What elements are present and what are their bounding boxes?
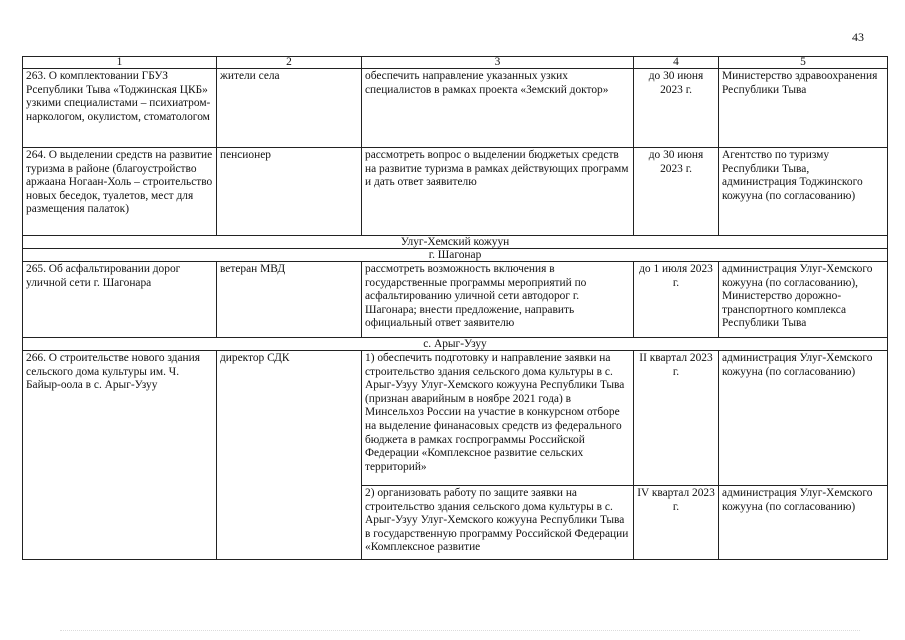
column-header-4: 4: [634, 57, 719, 69]
scan-artifact-line: [60, 630, 860, 635]
responsible-cell: администрация Улуг-Хемского кожууна (по согласованию): [719, 351, 888, 486]
issue-cell: 265. Об асфальтировании дорог уличной сети г. Шагонара: [23, 262, 217, 338]
measure-cell: 1) обеспечить подготовку и направление заявки на строительство здания сельского дома культуры в с. Арыг-Узуу Улуг-Хемского кожууна Республики Тыва (признан аварийным в ноябре 2021 года) в Минсельхоз России на участие в конкурсном отборе на выделение финанасовых средств из федерального бюджета в рамках госпрограммы Российской Федерации «Комплексное развитие сельских территорий»: [362, 351, 634, 486]
measures-table: [22, 56, 888, 560]
applicant-cell: ветеран МВД: [217, 262, 362, 338]
section-row: [23, 338, 888, 351]
responsible-cell: Агентство по туризму Республики Тыва, администрация Тоджинского кожууна (по согласованию): [719, 148, 888, 236]
section-row: [23, 236, 888, 249]
applicant-cell: пенсионер: [217, 148, 362, 236]
applicant-cell: жители села: [217, 69, 362, 148]
table-header-row: [23, 57, 888, 69]
term-cell: IV квартал 2023 г.: [634, 486, 719, 560]
measure-cell: 2) организовать работу по защите заявки на строительство здания сельского дома культуры в с. Арыг-Узуу Улуг-Хемского кожууна Республики Тыва в государственную программу Российской Федерации «Комплексное развитие: [362, 486, 634, 560]
section-heading-kozhuun: Улуг-Хемский кожуун: [23, 236, 888, 249]
table-row: [23, 262, 888, 338]
measure-cell: рассмотреть возможность включения в государственные программы мероприятий по асфальтированию уличной сети автодорог г. Шагонара; внести предложение, направить официальный ответ заявителю: [362, 262, 634, 338]
issue-cell: 264. О выделении средств на развитие туризма в районе (благоустройство аржаана Ногаан-Холь – строительство новых беседок, туалетов, мест для размещения палаток): [23, 148, 217, 236]
responsible-cell: администрация Улуг-Хемского кожууна (по согласованию), Министерство дорожно-транспортного комплекса Республики Тыва: [719, 262, 888, 338]
column-header-3: 3: [362, 57, 634, 69]
measure-cell: рассмотреть вопрос о выделении бюджетых средств на развитие туризма в рамках действующих программ и дать ответ заявителю: [362, 148, 634, 236]
table-row: [23, 351, 888, 486]
table-row: [23, 69, 888, 148]
issue-cell: 263. О комплектовании ГБУЗ Рсепублики Тыва «Тоджинская ЦКБ» узкими специалистами – психиатром-наркологом, окулистом, стоматологом: [23, 69, 217, 148]
issue-cell: 266. О строительстве нового здания сельского дома культуры им. Ч. Байыр-оола в с. Арыг-Узуу: [23, 351, 217, 560]
responsible-cell: администрация Улуг-Хемского кожууна (по согласованию): [719, 486, 888, 560]
measure-cell: обеспечить направление указанных узких специалистов в рамках проекта «Земский доктор»: [362, 69, 634, 148]
page-number: 43: [852, 30, 864, 44]
term-cell: до 30 июня 2023 г.: [634, 148, 719, 236]
term-cell: до 30 июня 2023 г.: [634, 69, 719, 148]
table-row: [23, 148, 888, 236]
section-heading-shagonar: г. Шагонар: [23, 249, 888, 262]
responsible-cell: Министерство здравоохранения Республики Тыва: [719, 69, 888, 148]
column-header-5: 5: [719, 57, 888, 69]
term-cell: до 1 июля 2023 г.: [634, 262, 719, 338]
column-header-1: 1: [23, 57, 217, 69]
column-header-2: 2: [217, 57, 362, 69]
applicant-cell: директор СДК: [217, 351, 362, 560]
section-heading-arygh-uzuu: с. Арыг-Узуу: [23, 338, 888, 351]
section-row: [23, 249, 888, 262]
term-cell: II квартал 2023 г.: [634, 351, 719, 486]
